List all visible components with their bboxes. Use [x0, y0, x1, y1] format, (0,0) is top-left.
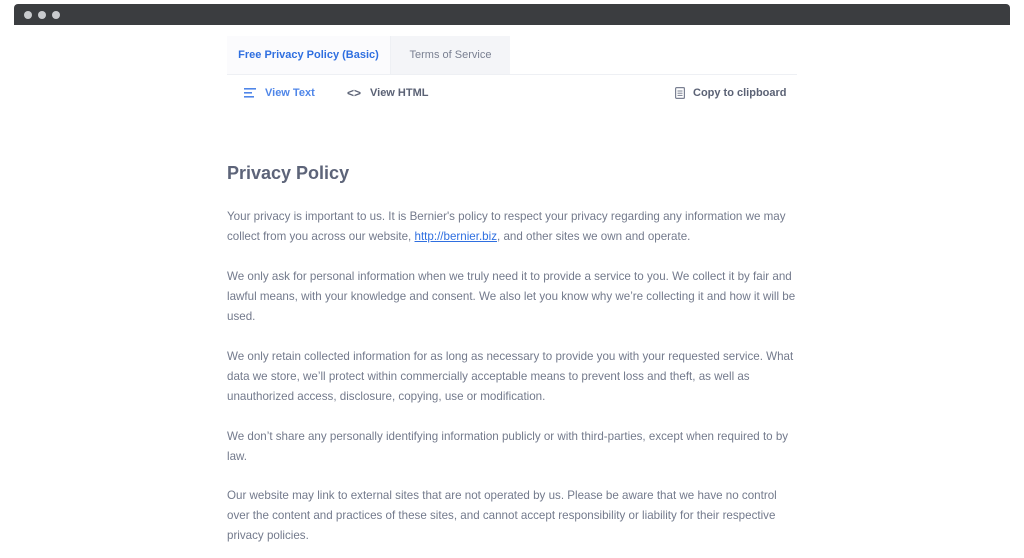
view-text-button[interactable]: [244, 75, 324, 112]
copy-to-clipboard-label: Copy to clipboard: [693, 87, 787, 99]
clipboard-icon: [675, 87, 685, 99]
policy-paragraph: We don’t share any personally identifying information publicly or with third-parties, except when required to by law.: [227, 430, 789, 463]
policy-paragraph: [227, 207, 802, 247]
website-link[interactable]: http://bernier.biz: [414, 230, 498, 243]
view-html-button[interactable]: [347, 75, 437, 112]
window-close-dot[interactable]: [24, 11, 32, 19]
code-brackets-icon: <>: [347, 86, 362, 100]
view-text-label: View Text: [265, 87, 315, 99]
view-html-label: View HTML: [370, 87, 429, 99]
paragraph-text: Your privacy is important to us. It is Bernier's policy to respect your privacy regarding any information we may collect from you across our website,: [227, 210, 786, 243]
tab-terms-of-service[interactable]: Terms of Service: [391, 36, 510, 74]
policy-paragraph: We only ask for personal information when we truly need it to provide a service to you. We collect it by fair and lawful means, with your knowledge and consent. We also let you know why we’re collecting it and how it will be used.: [227, 270, 796, 323]
policy-generator-card: [227, 36, 797, 112]
window-minimize-dot[interactable]: [38, 11, 46, 19]
browser-title-bar: [14, 4, 1010, 25]
policy-content: [227, 160, 802, 542]
text-lines-icon: [244, 88, 256, 98]
tab-free-privacy-policy[interactable]: Free Privacy Policy (Basic): [227, 36, 391, 74]
window-maximize-dot[interactable]: [52, 11, 60, 19]
paragraph-text: , and other sites we own and operate.: [497, 230, 691, 243]
copy-to-clipboard-button[interactable]: [675, 75, 785, 112]
policy-paragraph: Our website may link to external sites that are not operated by us. Please be aware that we have no control over the content and practices of these sites, and cannot accept responsibility or liability for their respective privacy policies.: [227, 489, 777, 542]
policy-tabs: [227, 36, 510, 74]
policy-paragraph: We only retain collected information for as long as necessary to provide you with your requested service. What data we store, we’ll protect within commercially acceptable means to prevent loss and theft, as well as unauthorized access, disclosure, copying, use or modification.: [227, 350, 794, 403]
page-title: Privacy Policy: [227, 163, 350, 183]
view-toolbar: [227, 74, 797, 112]
